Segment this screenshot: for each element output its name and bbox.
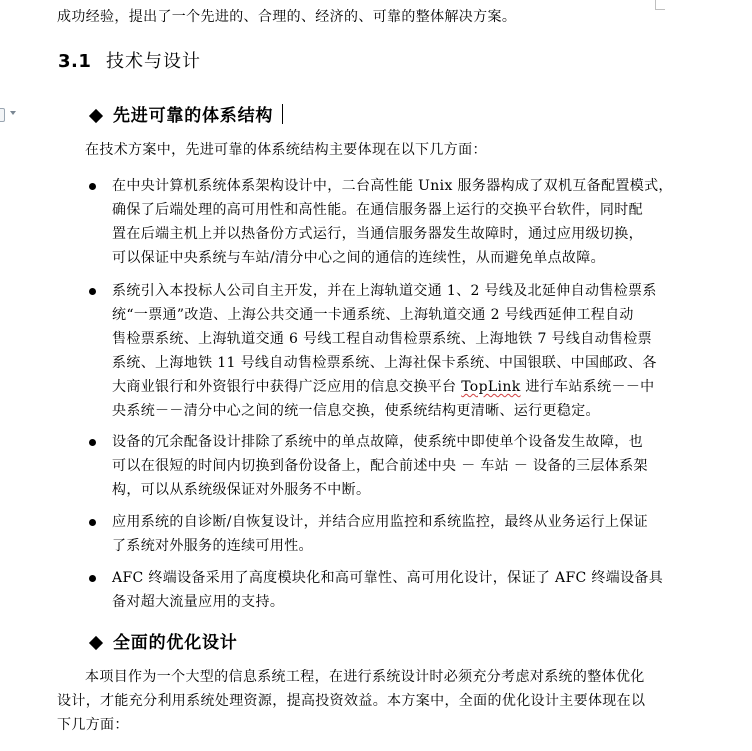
paragraph-line-3: 下几方面： (57, 717, 129, 733)
diamond-bullet-icon (89, 636, 103, 650)
bullet-2-line-6: 央系统－－清分中心之间的统一信息交换，使系统结构更清晰、运行更稳定。 (112, 403, 600, 419)
bullet-2-line-3: 售检票系统、上海轨道交通 6 号线工程自动售检票系统、上海地铁 7 号线自动售检票 (112, 331, 652, 347)
bullet-3-line-3: 构，可以从系统级保证对外服务不中断。 (112, 482, 371, 498)
bullet-4-line-1: 应用系统的自诊断/自恢复设计，并结合应用监控和系统监控，最终从业务运行上保证 (112, 514, 649, 530)
margin-document-icon[interactable] (0, 108, 20, 122)
bullet-2-line-2: 统“一票通”改造、上海公共交通一卡通系统、上海轨道交通 2 号线西延伸工程自动 (112, 307, 634, 323)
bullet-5-line-1: AFC 终端设备采用了高度模块化和高可靠性、高可用化设计，保证了 AFC 终端设备具 (112, 570, 664, 586)
bullet-4-line-2: 了系统对外服务的连续可用性。 (112, 538, 313, 554)
intro-tail-text: 成功经验，提出了一个先进的、合理的、经济的、可靠的整体解决方案。 (57, 9, 517, 25)
bullet-dot-icon (89, 575, 96, 582)
bullet-dot-icon (89, 519, 96, 526)
bullet-dot-icon (89, 183, 96, 190)
bullet-2-line-5-tail: 进行车站系统－－中 (520, 379, 655, 395)
bullet-2-line-5 (112, 377, 655, 397)
page-icon (0, 108, 5, 122)
bullet-2-line-1: 系统引入本投标人公司自主开发，并在上海轨道交通 1、2 号线及北延伸自动售检票系 (112, 283, 657, 299)
bullet-1-line-2: 确保了后端处理的高可用性和高性能。在通信服务器上运行的交换平台软件，同时配 (112, 202, 643, 218)
bullet-dot-icon (89, 439, 96, 446)
bullet-3-line-2: 可以在很短的时间内切换到备份设备上，配合前述中央 － 车站 － 设备的三层体系架 (112, 458, 648, 474)
bullet-dot-icon (89, 288, 96, 295)
bullet-5-line-2: 备对超大流量应用的支持。 (112, 594, 285, 610)
bullet-1-line-4: 可以保证中央系统与车站/清分中心之间的通信的连续性，从而避免单点故障。 (112, 250, 605, 266)
subsection-title-architecture: 先进可靠的体系结构 (113, 106, 274, 126)
bullet-2-line-4: 系统、上海地铁 11 号线自动售检票系统、上海社保卡系统、中国银联、中国邮政、各 (112, 355, 657, 371)
section-title: 技术与设计 (106, 51, 201, 72)
margin-corner-mark-h (655, 9, 665, 10)
subsection-intro: 在技术方案中，先进可靠的体系统结构主要体现在以下几方面： (85, 142, 487, 158)
bullet-3-line-1: 设备的冗余配备设计排除了系统中的单点故障，使系统中即使单个设备发生故障，也 (112, 434, 643, 450)
section-number: 3.1 (58, 51, 92, 72)
subsection-title-optimization: 全面的优化设计 (113, 633, 238, 653)
caret-down-icon (10, 111, 16, 115)
bullet-1-line-1: 在中央计算机系统体系架构设计中，二台高性能 Unix 服务器构成了双机互备配置模式， (112, 178, 673, 194)
paragraph-line-2: 设计，才能充分利用系统处理资源，提高投资效益。本方案中，全面的优化设计主要体现在以 (57, 693, 646, 709)
bullet-2-line-5-head: 大商业银行和外资银行中获得广泛应用的信息交换平台 (112, 379, 462, 395)
diamond-bullet-icon (89, 109, 103, 123)
spellcheck-word[interactable]: TopLink (461, 379, 521, 395)
text-cursor (282, 104, 283, 124)
paragraph-line-1: 本项目作为一个大型的信息系统工程，在进行系统设计时必须充分考虑对系统的整体优化 (85, 669, 645, 685)
bullet-1-line-3: 置在后端主机上并以热备份方式运行，当通信服务器发生故障时，通过应用级切换， (112, 226, 643, 242)
